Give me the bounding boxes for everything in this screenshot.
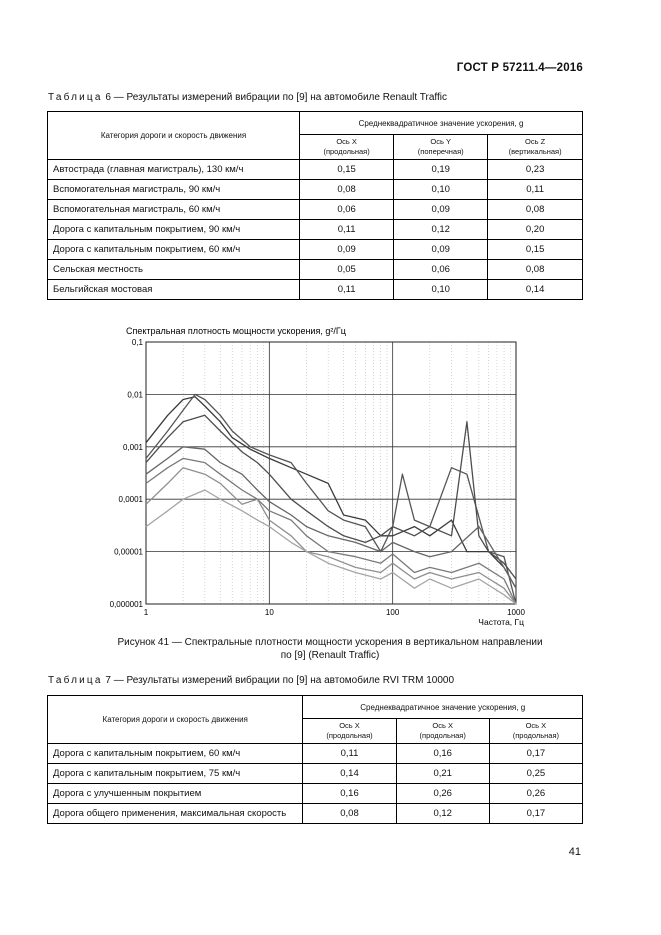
x-tick-label: 100 — [385, 608, 400, 617]
table-row: Дорога общего применения, максимальная скорость 0,08 0,12 0,17 — [48, 804, 583, 824]
header-axis: Ось X (продольная) — [303, 719, 396, 744]
table-row: Дорога с капитальным покрытием, 75 км/ч 0,14 0,21 0,25 — [48, 764, 583, 784]
psd-series-line-5 — [146, 458, 516, 604]
figure-caption — [60, 636, 600, 662]
x-tick-label: 10 — [264, 608, 274, 617]
header-axis: Ось Y (поперечная) — [394, 135, 488, 160]
y-tick-label: 0,1 — [131, 338, 143, 347]
header-category: Категория дороги и скорость движения — [48, 696, 303, 744]
psd-series-line-3 — [146, 415, 516, 579]
table-6 — [47, 111, 583, 300]
header-category: Категория дороги и скорость движения — [48, 112, 300, 160]
table-number: 6 — [105, 92, 111, 103]
table-row: Автострада (главная магистраль), 130 км/ч 0,15 0,19 0,23 — [48, 160, 583, 180]
table-row: Вспомогательная магистраль, 90 км/ч 0,08 0,10 0,11 — [48, 180, 583, 200]
table-title: — Результаты измерений вибрации по [9] на автомобиле RVI TRM 10000 — [113, 675, 455, 686]
table-7 — [47, 695, 583, 824]
figure-caption-line-2: по [9] (Renault Traffic) — [280, 650, 380, 661]
header-axis: Ось Z (вертикальная) — [488, 135, 583, 160]
table-title: — Результаты измерений вибрации по [9] на автомобиле Renault Traffic — [113, 92, 448, 103]
y-tick-label: 0,01 — [127, 390, 143, 400]
table-row: Дорога с капитальным покрытием, 60 км/ч 0,09 0,09 0,15 — [48, 240, 583, 260]
header-rms: Среднеквадратичное значение ускорения, g — [303, 696, 583, 719]
table-label: Таблица — [48, 675, 103, 686]
table-row: Дорога с капитальным покрытием, 60 км/ч 0,11 0,16 0,17 — [48, 744, 583, 764]
table-6-caption — [48, 92, 447, 103]
psd-series-line-7 — [146, 490, 516, 604]
x-axis-label: Частота, Гц — [478, 617, 524, 627]
header-axis: Ось X (продольная) — [396, 719, 489, 744]
table-row: Вспомогательная магистраль, 60 км/ч 0,06 0,09 0,08 — [48, 200, 583, 220]
x-tick-label: 1 — [143, 608, 149, 617]
y-axis-label: Спектральная плотность мощности ускорения, g²/Гц — [126, 326, 346, 336]
table-label: Таблица — [48, 92, 103, 103]
x-tick-label: 1000 — [507, 608, 525, 617]
y-tick-label: 0,00001 — [114, 547, 143, 557]
table-row: Дорога с капитальным покрытием, 90 км/ч 0,11 0,12 0,20 — [48, 220, 583, 240]
psd-series-line-1 — [146, 397, 516, 588]
figure-caption-line-1: Рисунок 41 — Спектральные плотности мощности ускорения в вертикальном направлении — [117, 637, 543, 648]
table-row: Сельская местность 0,05 0,06 0,08 — [48, 260, 583, 280]
table-row: Бельгийская мостовая 0,11 0,10 0,14 — [48, 280, 583, 300]
y-tick-label: 0,000001 — [109, 600, 143, 609]
table-7-caption — [48, 675, 454, 686]
page-number: 41 — [568, 846, 581, 858]
table-row: Дорога с улучшенным покрытием 0,16 0,26 0,26 — [48, 784, 583, 804]
y-tick-label: 0,001 — [122, 442, 143, 452]
header-rms: Среднеквадратичное значение ускорения, g — [300, 112, 583, 135]
psd-chart-svg — [96, 320, 536, 630]
y-tick-label: 0,0001 — [118, 495, 143, 505]
document-code: ГОСТ Р 57211.4—2016 — [456, 62, 583, 74]
header-axis: Ось X (продольная) — [489, 719, 582, 744]
header-axis: Ось X (продольная) — [300, 135, 394, 160]
figure-41-chart — [96, 320, 536, 630]
table-number: 7 — [105, 675, 111, 686]
